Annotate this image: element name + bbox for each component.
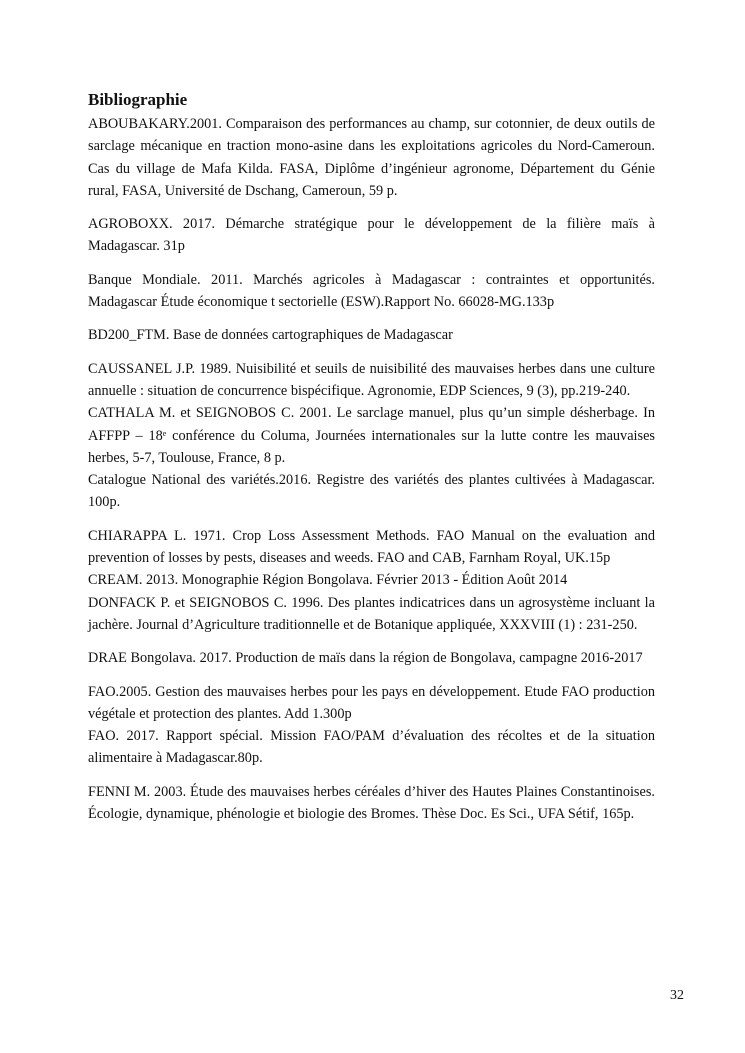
reference-entry: CAUSSANEL J.P. 1989. Nuisibilité et seuils de nuisibilité des mauvaises herbes dans une culture annuelle : situation de concurrence bispécifique. Agronomie, EDP Sciences, 9 (3), pp.219-240.: [88, 360, 655, 399]
reference-entry: DRAE Bongolava. 2017. Production de maïs dans la région de Bongolava, campagne 2016-2017: [88, 650, 643, 667]
reference-entry: ABOUBAKARY.2001. Comparaison des performances au champ, sur cotonnier, de deux outils de sarclage mécanique en traction mono-asine dans les exploitations agricoles du Nord-Cameroun. Cas du village de Mafa Kilda. FASA, Diplôme d’ingénieur agronome, Département du Génie rural, FASA, Université de Dschang, Cameroun, 59 p.: [88, 116, 655, 199]
reference-entry: FAO. 2017. Rapport spécial. Mission FAO/PAM d’évaluation des récoltes et de la situation alimentaire à Madagascar.80p.: [88, 728, 655, 767]
reference-entry: Catalogue National des variétés.2016. Registre des variétés des plantes cultivées à Madagascar. 100p.: [88, 472, 655, 511]
reference-entry: [88, 402, 655, 469]
reference-entry: FENNI M. 2003. Étude des mauvaises herbes céréales d’hiver des Hautes Plaines Constantinoises. Écologie, dynamique, phénologie et biologie des Bromes. Thèse Doc. Es Sci., UFA Sétif, 165p.: [88, 783, 655, 823]
page-title: Bibliographie: [88, 90, 188, 109]
reference-entry: CREAM. 2013. Monographie Région Bongolava. Février 2013 - Édition Août 2014: [88, 572, 568, 589]
reference-entry: Banque Mondiale. 2011. Marchés agricoles à Madagascar : contraintes et opportunités. Madagascar Étude économique t sectorielle (ESW).Rapport No. 66028-MG.133p: [88, 271, 655, 311]
reference-entry: BD200_FTM. Base de données cartographiques de Madagascar: [88, 327, 453, 344]
reference-text: conférence du Columa, Journées internationales sur la lutte contre les mauvaises herbes, 5-7, Toulouse, France, 8 p.: [88, 427, 655, 466]
bibliography-page: [88, 89, 655, 825]
reference-entry: FAO.2005. Gestion des mauvaises herbes pour les pays en développement. Etude FAO production végétale et protection des plantes. Add 1.300p: [88, 683, 655, 722]
page-number: 32: [670, 988, 684, 1003]
reference-entry: CHIARAPPA L. 1971. Crop Loss Assessment Methods. FAO Manual on the evaluation and prevention of losses by pests, diseases and weeds. FAO and CAB, Farnham Royal, UK.15p: [88, 527, 655, 567]
ordinal-superscript: e: [162, 428, 167, 438]
reference-text: CATHALA M. et SEIGNOBOS C. 2001. Le sarclage manuel, plus qu’un simple désherbage. In AFFPP – 18: [88, 405, 655, 444]
reference-entry: AGROBOXX. 2017. Démarche stratégique pour le développement de la filière maïs à Madagascar. 31p: [88, 216, 655, 255]
reference-entry: DONFACK P. et SEIGNOBOS C. 1996. Des plantes indicatrices dans un agrosystème incluant la jachère. Journal d’Agriculture traditionnelle et de Botanique appliquée, XXXVIII (1) : 231-250.: [88, 594, 655, 633]
